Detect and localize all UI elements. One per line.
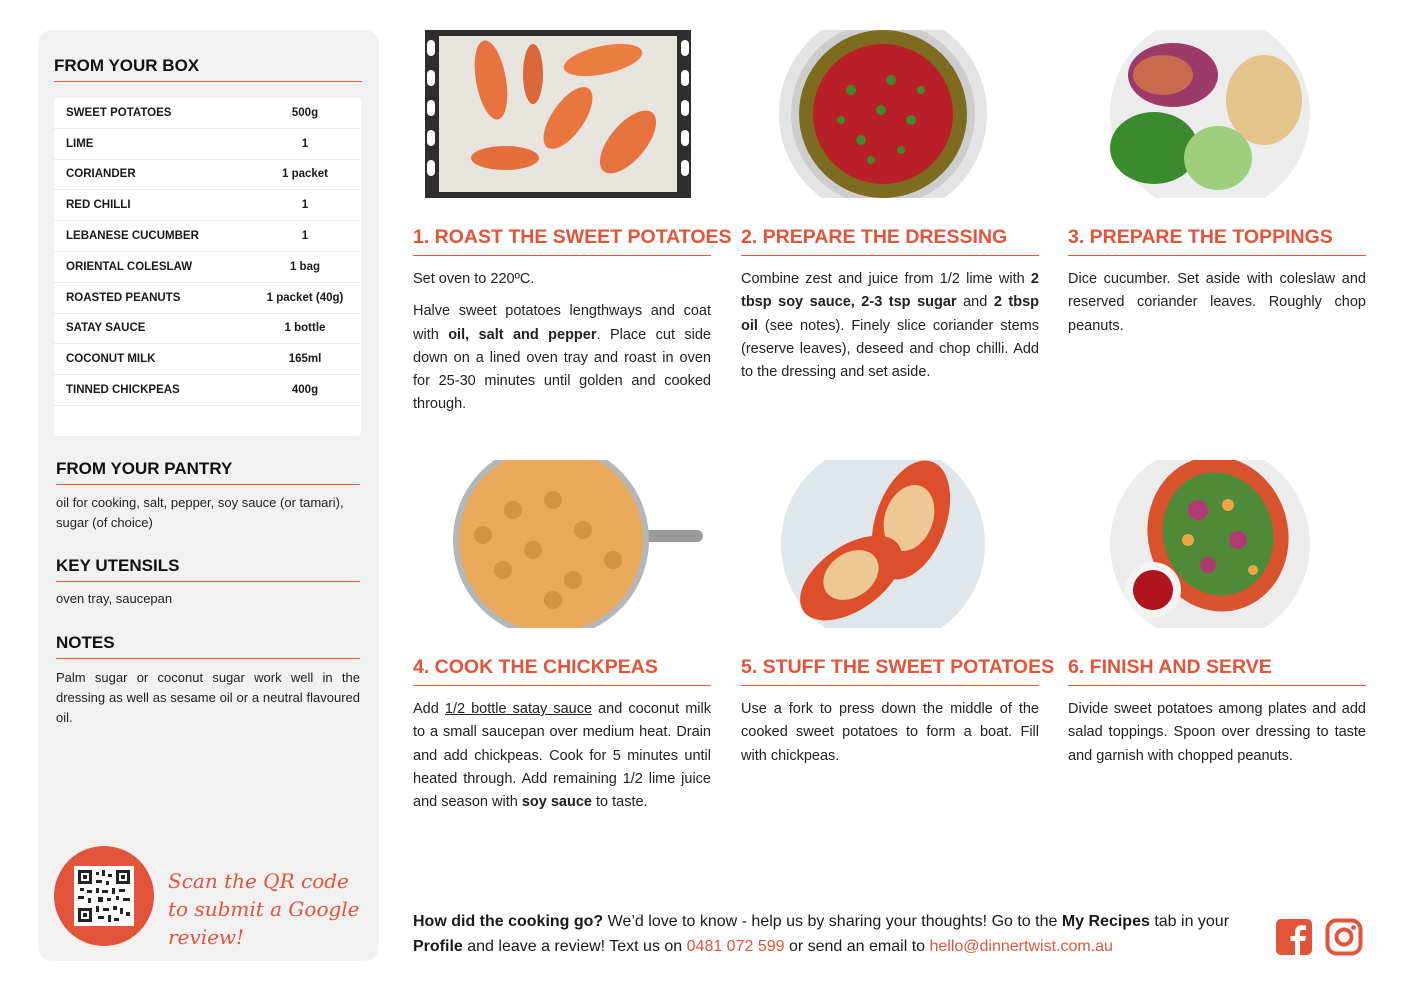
ingredient-row [54, 283, 361, 314]
feedback-question: How did the cooking go? [413, 913, 604, 930]
pantry-text: oil for cooking, salt, pepper, soy sauce (or tamari), sugar (of choice) [56, 495, 344, 530]
phone-link[interactable]: 0481 072 599 [686, 938, 785, 955]
step-5-image [741, 460, 1039, 628]
bold-text: 2 tbsp soy sauce, 2-3 tsp sugar [741, 271, 1039, 311]
ingredient-qty: 1 bottle [284, 322, 326, 335]
underlined-text: 1/2 bottle satay sauce [444, 701, 593, 717]
step-6 [1068, 460, 1366, 777]
step-6-title: 6. FINISH AND SERVE [1068, 656, 1366, 686]
ingredient-row [54, 252, 361, 283]
ingredient-name: LEBANESE CUCUMBER [66, 230, 199, 243]
text: tab in your [1149, 913, 1230, 930]
ingredient-qty: 165ml [288, 353, 322, 366]
sidebar [38, 30, 379, 961]
text: or send an email to [784, 938, 930, 955]
ingredient-row [54, 190, 361, 221]
ingredient-row [54, 129, 361, 160]
bold-text: soy sauce [521, 794, 592, 811]
step-2-title: 2. PREPARE THE DRESSING [741, 226, 1039, 256]
ingredient-qty: 1 [301, 230, 309, 243]
step-1-p2 [413, 300, 711, 416]
ingredient-qty: 1 [301, 137, 309, 150]
ingredient-name: CORIANDER [66, 168, 136, 181]
step-3-title: 3. PREPARE THE TOPPINGS [1068, 226, 1366, 256]
ingredient-name: COCONUT MILK [66, 353, 156, 366]
ingredient-qty: 1 packet [281, 168, 329, 181]
step-5-title: 5. STUFF THE SWEET POTATOES [741, 656, 1039, 686]
step-1-title: 1. ROAST THE SWEET POTATOES [413, 226, 711, 256]
ingredient-name: RED CHILLI [66, 199, 131, 212]
step-5-p: Use a fork to press down the middle of the cooked sweet potatoes to form a boat. Fill with chickpeas. [741, 701, 1039, 764]
feedback-text [413, 909, 1263, 959]
ingredient-name: SATAY SAUCE [66, 322, 146, 335]
step-1 [413, 30, 732, 426]
utensils-text: oven tray, saucepan [56, 591, 173, 606]
ingredient-row [54, 375, 361, 406]
text: Halve sweet potatoes lengthways and coat with [413, 303, 711, 343]
step-4 [413, 460, 711, 823]
ingredient-qty: 500g [291, 106, 319, 119]
text: to taste. [591, 794, 648, 811]
step-4-title: 4. COOK THE CHICKPEAS [413, 656, 711, 686]
ingredient-row [54, 344, 361, 375]
ingredient-name: SWEET POTATOES [66, 106, 172, 119]
text: and coconut milk to a small saucepan over medium heat. Drain and add chickpeas. Cook for 5 minutes until heated through. Add remaining 1/2 lime juice and season with [413, 701, 711, 811]
bold-text: 2 tbsp oil [741, 294, 1040, 334]
step-5-body [741, 698, 1039, 768]
qr-badge[interactable] [54, 846, 154, 946]
instagram-icon[interactable] [1325, 918, 1363, 956]
step-6-p: Divide sweet potatoes among plates and add salad toppings. Spoon over dressing to taste and garnish with chopped peanuts. [1068, 701, 1366, 764]
text: We’d love to know - help us by sharing your thoughts! Go to the [603, 913, 1062, 930]
ingredient-row [54, 314, 361, 345]
ingredient-name: ORIENTAL COLESLAW [66, 260, 193, 273]
notes-title: NOTES [56, 633, 360, 659]
pantry-title: FROM YOUR PANTRY [56, 459, 360, 485]
text: (see notes). Finely slice coriander stems (reserve leaves), deseed and chop chilli. Add to the dressing and set aside. [741, 317, 1039, 381]
qr-code-icon[interactable] [74, 866, 134, 926]
step-2-p [741, 268, 1039, 384]
step-4-p [413, 698, 711, 814]
facebook-icon[interactable] [1275, 918, 1313, 956]
step-1-p1: Set oven to 220ºC. [413, 271, 535, 287]
notes-text: Palm sugar or coconut sugar work well in the dressing as well as sesame oil or a neutral flavoured oil. [56, 670, 360, 725]
step-4-image [413, 460, 711, 628]
step-6-body [1068, 698, 1366, 768]
step-2-image [741, 30, 1039, 198]
step-2-body [741, 268, 1039, 384]
step-2 [741, 30, 1039, 393]
step-6-image [1068, 460, 1366, 628]
ingredient-qty: 1 bag [289, 260, 321, 273]
qr-caption: Scan the QR code to submit a Google review! [168, 869, 360, 949]
step-5 [741, 460, 1055, 777]
text: and [956, 294, 994, 311]
step-1-body [413, 268, 711, 417]
profile-label: Profile [413, 938, 463, 955]
utensils-title: KEY UTENSILS [56, 556, 360, 582]
step-3-p: Dice cucumber. Set aside with coleslaw and reserved coriander leaves. Roughly chop peanuts. [1068, 271, 1366, 334]
ingredient-name: LIME [66, 137, 94, 150]
step-3-image [1068, 30, 1366, 198]
bold-text: oil, salt and pepper [448, 326, 597, 343]
box-title: FROM YOUR BOX [54, 56, 362, 82]
ingredient-name: ROASTED PEANUTS [66, 291, 181, 304]
ingredient-row [54, 160, 361, 191]
my-recipes-label: My Recipes [1061, 913, 1150, 930]
email-link[interactable]: hello@dinnertwist.com.au [929, 938, 1113, 955]
ingredient-qty: 1 packet (40g) [266, 291, 344, 304]
ingredient-name: TINNED CHICKPEAS [66, 384, 180, 397]
step-3 [1068, 30, 1366, 347]
step-4-body [413, 698, 711, 814]
step-1-image [413, 30, 711, 198]
text: and leave a review! Text us on [462, 938, 687, 955]
ingredient-row [54, 221, 361, 252]
ingredient-qty: 1 [301, 199, 309, 212]
ingredient-row [54, 98, 361, 129]
ingredients-table [54, 98, 361, 436]
step-3-body [1068, 268, 1366, 338]
ingredient-qty: 400g [291, 384, 319, 397]
text: . Place cut side down on a lined oven tray and roast in oven for 25-30 minutes until golden and cooked through. [413, 326, 711, 413]
text: Add [413, 701, 445, 717]
text: Combine zest and juice from 1/2 lime with [741, 271, 1031, 287]
